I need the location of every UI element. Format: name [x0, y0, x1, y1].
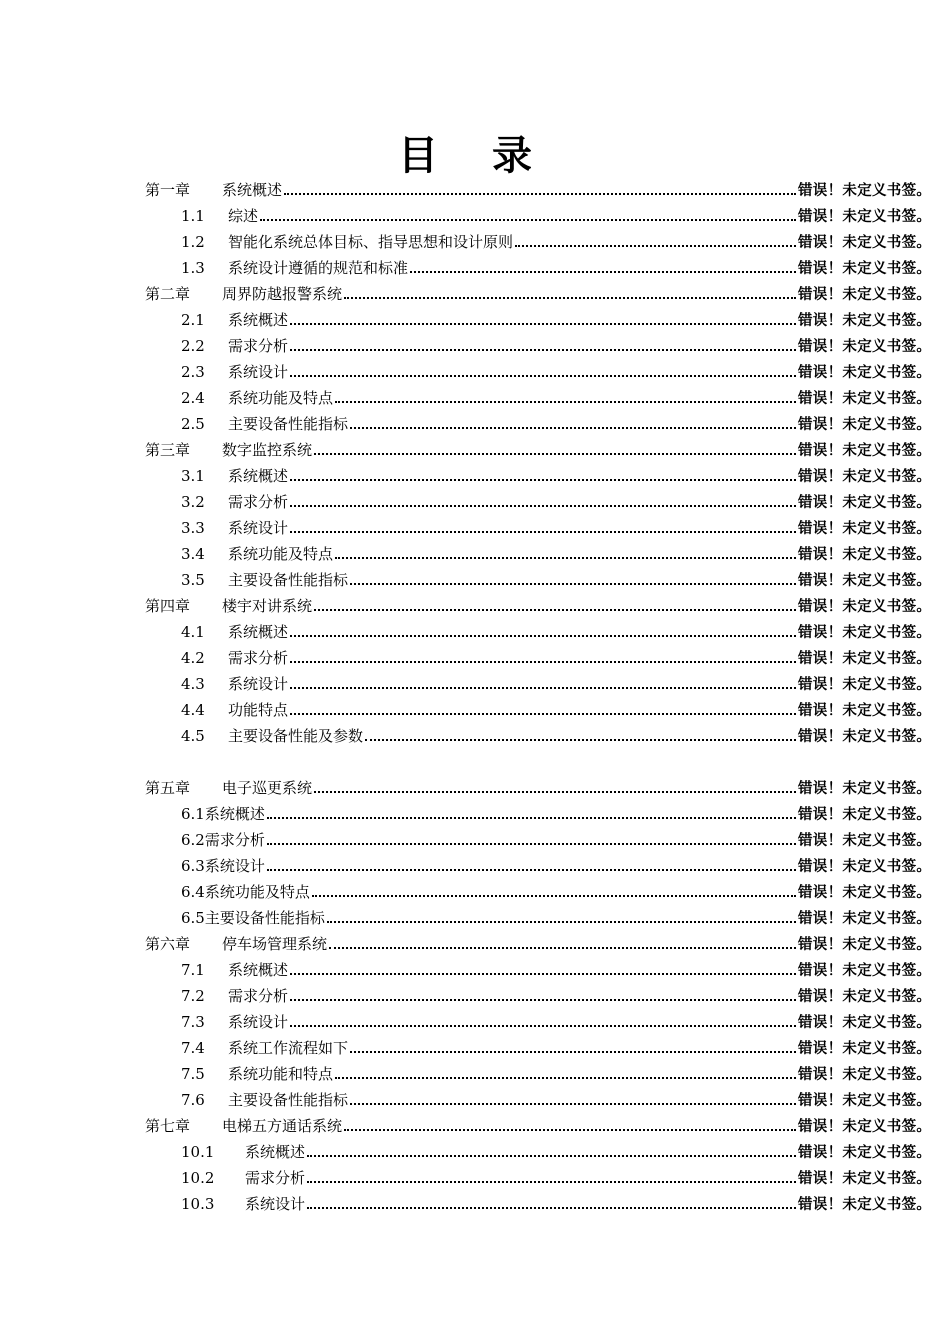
toc-page-reference: 错误！未定义书签。 — [798, 677, 932, 693]
dot-leader — [350, 427, 796, 429]
dot-leader — [312, 895, 796, 897]
dot-leader — [290, 973, 796, 975]
toc-entry-title: 综述 — [228, 207, 259, 225]
dot-leader — [267, 817, 796, 819]
toc-entry-title: 系统功能及特点 — [204, 883, 310, 901]
toc-entry-title: 系统概述 — [228, 467, 289, 485]
toc-entry-title: 系统概述 — [228, 311, 289, 329]
toc-entry-number: 2.3 — [181, 363, 205, 381]
toc-entry-number: 6.1 — [181, 805, 205, 823]
toc-entry-title: 主要设备性能及参数 — [228, 727, 364, 745]
toc-entry-title: 功能特点 — [228, 701, 289, 719]
toc-entry-title: 系统设计 — [228, 1013, 289, 1031]
dot-leader — [314, 791, 796, 793]
toc-page-reference: 错误！未定义书签。 — [798, 807, 932, 823]
toc-entry-title: 系统设计 — [245, 1195, 306, 1213]
toc-section-entry[interactable] — [0, 1035, 950, 1061]
toc-entry-number: 6.3 — [181, 857, 205, 875]
toc-entry-title: 系统设计 — [228, 519, 289, 537]
toc-section-entry[interactable] — [0, 385, 950, 411]
toc-entry-number: 3.4 — [181, 545, 205, 563]
toc-entry-number: 10.2 — [181, 1169, 215, 1187]
toc-entry-number: 10.3 — [181, 1195, 215, 1213]
toc-entry-number: 第六章 — [145, 935, 191, 953]
dot-leader — [365, 739, 796, 741]
toc-section-entry[interactable] — [0, 1087, 950, 1113]
toc-entry-number: 4.2 — [181, 649, 205, 667]
toc-page-reference: 错误！未定义书签。 — [798, 703, 932, 719]
toc-entry-number: 3.2 — [181, 493, 205, 511]
toc-page-reference: 错误！未定义书签。 — [798, 209, 932, 225]
dot-leader — [314, 453, 796, 455]
toc-entry-title: 需求分析 — [228, 987, 289, 1005]
toc-entry-number: 2.1 — [181, 311, 205, 329]
toc-entry-number: 2.4 — [181, 389, 205, 407]
toc-entry-number: 7.5 — [181, 1065, 205, 1083]
toc-section-entry[interactable] — [0, 515, 950, 541]
toc-page-reference: 错误！未定义书签。 — [798, 989, 932, 1005]
toc-chapter-entry[interactable] — [0, 437, 950, 463]
toc-entry-number: 6.4 — [181, 883, 205, 901]
toc-entry-title: 系统功能及特点 — [228, 545, 334, 563]
toc-section-entry[interactable] — [0, 463, 950, 489]
toc-section-entry[interactable] — [0, 801, 950, 827]
toc-entry-title: 系统设计 — [204, 857, 265, 875]
toc-section-entry[interactable] — [0, 541, 950, 567]
toc-chapter-entry[interactable] — [0, 1113, 950, 1139]
toc-page-reference: 错误！未定义书签。 — [798, 937, 932, 953]
toc-page-reference: 错误！未定义书签。 — [798, 417, 932, 433]
dot-leader — [335, 401, 796, 403]
dot-leader — [290, 1025, 796, 1027]
toc-page-reference: 错误！未定义书签。 — [798, 1093, 932, 1109]
toc-page-reference: 错误！未定义书签。 — [798, 1197, 932, 1213]
toc-section-entry[interactable] — [0, 723, 950, 749]
toc-chapter-entry[interactable] — [0, 281, 950, 307]
dot-leader — [260, 219, 796, 221]
toc-entry-title: 系统概述 — [222, 181, 283, 199]
toc-page-reference: 错误！未定义书签。 — [798, 365, 932, 381]
toc-entry-title: 需求分析 — [245, 1169, 306, 1187]
toc-section-entry[interactable] — [0, 619, 950, 645]
dot-leader — [290, 323, 796, 325]
toc-section-entry[interactable] — [0, 1009, 950, 1035]
toc-page-reference: 错误！未定义书签。 — [798, 1171, 932, 1187]
toc-chapter-entry[interactable] — [0, 177, 950, 203]
dot-leader — [284, 193, 796, 195]
toc-entry-title: 主要设备性能指标 — [228, 571, 349, 589]
toc-page-reference: 错误！未定义书签。 — [798, 911, 932, 927]
dot-leader — [290, 635, 796, 637]
dot-leader — [290, 531, 796, 533]
toc-entry-number: 1.3 — [181, 259, 205, 277]
toc-section-entry[interactable] — [0, 1139, 950, 1165]
dot-leader — [290, 349, 796, 351]
toc-entry-number: 4.5 — [181, 727, 205, 745]
toc-entry-title: 系统概述 — [245, 1143, 306, 1161]
dot-leader — [290, 713, 796, 715]
toc-entry-number: 7.2 — [181, 987, 205, 1005]
toc-page-reference: 错误！未定义书签。 — [798, 339, 932, 355]
toc-entry-title: 智能化系统总体目标、指导思想和设计原则 — [228, 233, 514, 251]
toc-entry-number: 7.3 — [181, 1013, 205, 1031]
dot-leader — [290, 375, 796, 377]
toc-page-reference: 错误！未定义书签。 — [798, 469, 932, 485]
toc-section-entry[interactable] — [0, 983, 950, 1009]
toc-entry-number: 第四章 — [145, 597, 191, 615]
dot-leader — [515, 245, 796, 247]
dot-leader — [350, 583, 796, 585]
toc-page-reference: 错误！未定义书签。 — [798, 495, 932, 511]
toc-section-entry[interactable] — [0, 827, 950, 853]
toc-section-entry[interactable] — [0, 645, 950, 671]
toc-page-reference: 错误！未定义书签。 — [798, 599, 932, 615]
dot-leader — [335, 557, 796, 559]
toc-page-reference: 错误！未定义书签。 — [798, 1067, 932, 1083]
toc-entry-title: 主要设备性能指标 — [204, 909, 325, 927]
toc-chapter-entry[interactable] — [0, 931, 950, 957]
toc-entry-number: 4.3 — [181, 675, 205, 693]
toc-entry-number: 1.1 — [181, 207, 205, 225]
dot-leader — [350, 1051, 796, 1053]
dot-leader — [290, 661, 796, 663]
toc-entry-number: 3.5 — [181, 571, 205, 589]
dot-leader — [329, 947, 796, 949]
toc-page-reference: 错误！未定义书签。 — [798, 391, 932, 407]
toc-entry-title: 系统设计 — [228, 675, 289, 693]
dot-leader — [410, 271, 796, 273]
toc-page-reference: 错误！未定义书签。 — [798, 287, 932, 303]
toc-page-reference: 错误！未定义书签。 — [798, 573, 932, 589]
toc-section-entry[interactable] — [0, 905, 950, 931]
toc-entry-number: 2.2 — [181, 337, 205, 355]
dot-leader — [307, 1181, 796, 1183]
toc-entry-number: 2.5 — [181, 415, 205, 433]
toc-section-entry[interactable] — [0, 1191, 950, 1217]
toc-page-reference: 错误！未定义书签。 — [798, 313, 932, 329]
dot-leader — [307, 1155, 796, 1157]
toc-page-reference: 错误！未定义书签。 — [798, 625, 932, 641]
dot-leader — [290, 999, 796, 1001]
dot-leader — [344, 297, 796, 299]
toc-entry-number: 3.3 — [181, 519, 205, 537]
toc-page-reference: 错误！未定义书签。 — [798, 235, 932, 251]
toc-entry-title: 主要设备性能指标 — [228, 415, 349, 433]
dot-leader — [344, 1129, 796, 1131]
toc-chapter-entry[interactable] — [0, 593, 950, 619]
toc-section-entry[interactable] — [0, 1165, 950, 1191]
toc-entry-number: 第三章 — [145, 441, 191, 459]
toc-section-entry[interactable] — [0, 359, 950, 385]
toc-entry-number: 第二章 — [145, 285, 191, 303]
toc-page-reference: 错误！未定义书签。 — [798, 1119, 932, 1135]
dot-leader — [350, 1103, 796, 1105]
toc-entry-number: 1.2 — [181, 233, 205, 251]
toc-page-reference: 错误！未定义书签。 — [798, 521, 932, 537]
toc-entry-title: 主要设备性能指标 — [228, 1091, 349, 1109]
toc-section-entry[interactable] — [0, 229, 950, 255]
toc-page-reference: 错误！未定义书签。 — [798, 261, 932, 277]
toc-entry-title: 系统设计 — [228, 363, 289, 381]
toc-section-entry[interactable] — [0, 411, 950, 437]
toc-page-reference: 错误！未定义书签。 — [798, 651, 932, 667]
toc-page-reference: 错误！未定义书签。 — [798, 183, 932, 199]
toc-page-reference: 错误！未定义书签。 — [798, 729, 932, 745]
toc-entry-title: 系统概述 — [228, 961, 289, 979]
toc-entry-number: 第七章 — [145, 1117, 191, 1135]
dot-leader — [267, 843, 796, 845]
toc-entry-number: 6.2 — [181, 831, 205, 849]
toc-entry-title: 系统功能和特点 — [228, 1065, 334, 1083]
dot-leader — [307, 1207, 796, 1209]
toc-entry-number: 4.4 — [181, 701, 205, 719]
dot-leader — [290, 505, 796, 507]
toc-page-reference: 错误！未定义书签。 — [798, 781, 932, 797]
toc-page-reference: 错误！未定义书签。 — [798, 963, 932, 979]
toc-entry-title: 系统设计遵循的规范和标准 — [228, 259, 409, 277]
toc-entry-title: 系统功能及特点 — [228, 389, 334, 407]
toc-entry-title: 电梯五方通话系统 — [222, 1117, 343, 1135]
toc-entry-title: 需求分析 — [204, 831, 265, 849]
toc-page-reference: 错误！未定义书签。 — [798, 443, 932, 459]
dot-leader — [267, 869, 796, 871]
dot-leader — [314, 609, 796, 611]
toc-entry-title: 系统概述 — [228, 623, 289, 641]
toc-entry-title: 停车场管理系统 — [222, 935, 328, 953]
toc-section-entry[interactable] — [0, 489, 950, 515]
toc-page-reference: 错误！未定义书签。 — [798, 1041, 932, 1057]
toc-entry-number: 7.6 — [181, 1091, 205, 1109]
toc-entry-title: 系统概述 — [204, 805, 265, 823]
toc-entry-number: 4.1 — [181, 623, 205, 641]
toc-entry-title: 数字监控系统 — [222, 441, 313, 459]
page-title: 目 录 — [398, 132, 552, 179]
toc-entry-number: 第五章 — [145, 779, 191, 797]
toc-page-reference: 错误！未定义书签。 — [798, 547, 932, 563]
dot-leader — [290, 479, 796, 481]
toc-entry-title: 周界防越报警系统 — [222, 285, 343, 303]
toc-section-entry[interactable] — [0, 1061, 950, 1087]
toc-entry-title: 系统工作流程如下 — [228, 1039, 349, 1057]
toc-page-reference: 错误！未定义书签。 — [798, 833, 932, 849]
toc-entry-number: 3.1 — [181, 467, 205, 485]
toc-section-entry[interactable] — [0, 957, 950, 983]
toc-page-reference: 错误！未定义书签。 — [798, 885, 932, 901]
toc-page-reference: 错误！未定义书签。 — [798, 1015, 932, 1031]
toc-entry-number: 7.1 — [181, 961, 205, 979]
toc-page-reference: 错误！未定义书签。 — [798, 1145, 932, 1161]
toc-section-entry[interactable] — [0, 671, 950, 697]
toc-entry-title: 电子巡更系统 — [222, 779, 313, 797]
toc-section-entry[interactable] — [0, 853, 950, 879]
dot-leader — [327, 921, 796, 923]
toc-section-entry[interactable] — [0, 697, 950, 723]
toc-section-entry[interactable] — [0, 203, 950, 229]
dot-leader — [335, 1077, 796, 1079]
toc-section-entry[interactable] — [0, 567, 950, 593]
toc-section-entry[interactable] — [0, 307, 950, 333]
toc-entry-title: 需求分析 — [228, 493, 289, 511]
toc-page-reference: 错误！未定义书签。 — [798, 859, 932, 875]
toc-entry-title: 需求分析 — [228, 649, 289, 667]
toc-entry-number: 7.4 — [181, 1039, 205, 1057]
dot-leader — [290, 687, 796, 689]
toc-entry-number: 10.1 — [181, 1143, 215, 1161]
toc-entry-title: 楼宇对讲系统 — [222, 597, 313, 615]
toc-chapter-entry[interactable] — [0, 775, 950, 801]
toc-section-entry[interactable] — [0, 255, 950, 281]
toc-entry-number: 第一章 — [145, 181, 191, 199]
toc-section-entry[interactable] — [0, 879, 950, 905]
toc-entry-title: 需求分析 — [228, 337, 289, 355]
table-of-contents — [0, 177, 950, 1217]
toc-entry-number: 6.5 — [181, 909, 205, 927]
toc-section-entry[interactable] — [0, 333, 950, 359]
